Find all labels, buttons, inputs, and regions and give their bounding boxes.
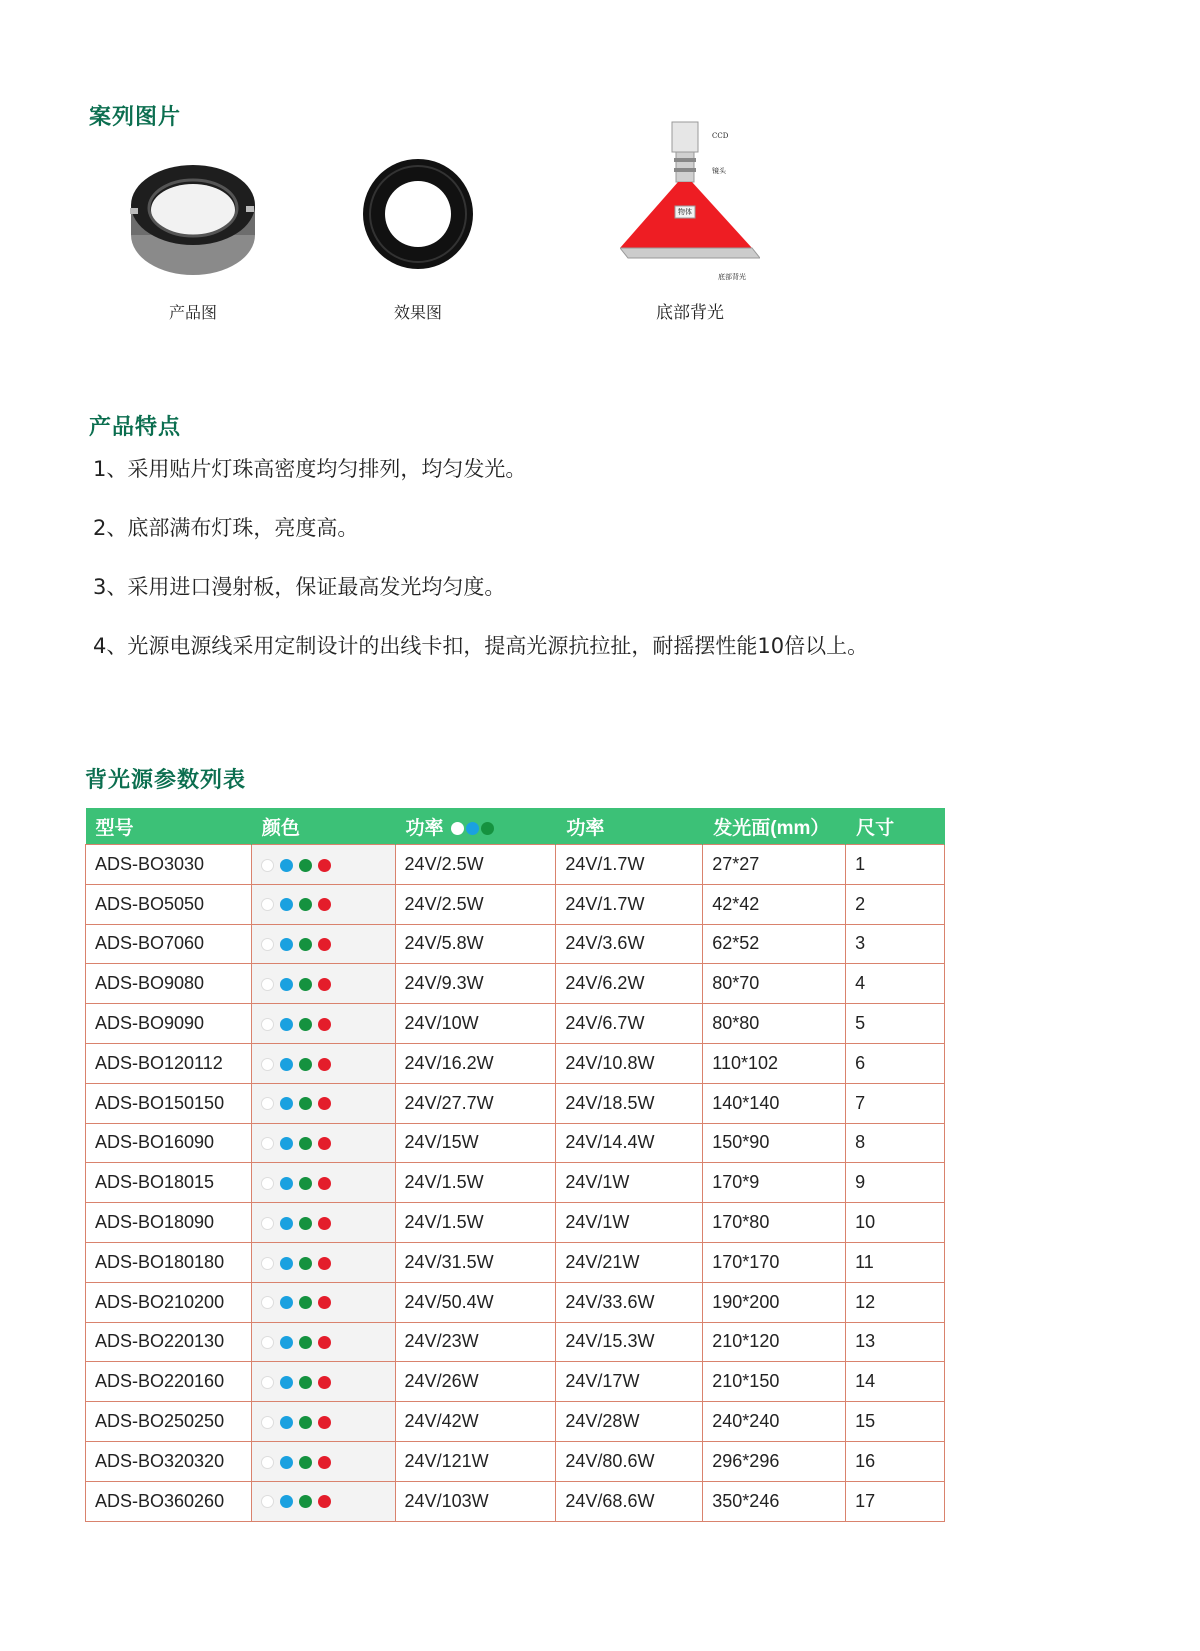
cell-power-1: 24V/16.2W [395,1043,556,1083]
table-row [86,1123,945,1163]
table-row [86,1441,945,1481]
color-dot-white-icon [261,1416,274,1429]
color-dot-white-icon [261,1495,274,1508]
cell-color [251,1362,395,1402]
cell-color [251,1441,395,1481]
cell-power-1: 24V/1.5W [395,1203,556,1243]
cell-area: 190*200 [703,1282,846,1322]
cell-power-2: 24V/10.8W [556,1043,703,1083]
cell-model: ADS-BO9080 [86,964,252,1004]
cell-power-1: 24V/26W [395,1362,556,1402]
case-effect-photo [362,158,474,270]
color-dot-green-icon [299,1177,312,1190]
cell-power-2: 24V/80.6W [556,1441,703,1481]
color-dot-white-icon [261,1177,274,1190]
color-dot-blue-icon [280,1058,293,1071]
cell-size: 6 [846,1043,945,1083]
cell-model: ADS-BO16090 [86,1123,252,1163]
params-table [85,808,945,1522]
color-dot-blue-icon [280,978,293,991]
cell-size: 12 [846,1282,945,1322]
color-dot-green-icon [299,1416,312,1429]
color-dot-white-icon [261,1257,274,1270]
bottom-backlight-diagram-icon [620,118,760,288]
table-row [86,964,945,1004]
table-row [86,845,945,885]
color-dot-red-icon [318,1018,331,1031]
color-dot-white-icon [261,1336,274,1349]
cell-power-1: 24V/2.5W [395,845,556,885]
cell-model: ADS-BO150150 [86,1083,252,1123]
cell-area: 80*80 [703,1004,846,1044]
color-dot-blue-icon [280,1336,293,1349]
header-color: 颜色 [251,808,395,845]
cell-power-1: 24V/31.5W [395,1242,556,1282]
cell-area: 296*296 [703,1441,846,1481]
cell-power-1: 24V/10W [395,1004,556,1044]
color-dot-blue-icon [280,859,293,872]
color-dot-white-icon [261,1376,274,1389]
cell-area: 140*140 [703,1083,846,1123]
color-dot-blue-icon [280,1217,293,1230]
cell-power-1: 24V/42W [395,1402,556,1442]
header-power-1-label: 功率 [405,817,444,839]
cell-color [251,924,395,964]
color-dot-blue-icon [280,1177,293,1190]
cell-color [251,1123,395,1163]
cell-model: ADS-BO220160 [86,1362,252,1402]
color-dot-red-icon [318,1296,331,1309]
cell-power-1: 24V/15W [395,1123,556,1163]
cell-color [251,1282,395,1322]
color-dot-green-icon [299,978,312,991]
cell-size: 5 [846,1004,945,1044]
header-dot-green-icon [481,822,494,835]
cell-power-2: 24V/17W [556,1362,703,1402]
color-dot-blue-icon [280,1097,293,1110]
color-dot-green-icon [299,1376,312,1389]
color-dot-white-icon [261,1097,274,1110]
cell-power-2: 24V/14.4W [556,1123,703,1163]
cell-power-2: 24V/68.6W [556,1481,703,1521]
feature-item-2: 2、底部满布灯珠，亮度高。 [93,516,359,540]
cell-power-2: 24V/3.6W [556,924,703,964]
cell-size: 16 [846,1441,945,1481]
cell-size: 3 [846,924,945,964]
cell-color [251,1242,395,1282]
header-dot-blue-icon [466,822,479,835]
color-dot-green-icon [299,1456,312,1469]
color-dot-red-icon [318,1456,331,1469]
cell-model: ADS-BO120112 [86,1043,252,1083]
cell-area: 170*80 [703,1203,846,1243]
color-dot-white-icon [261,978,274,991]
table-header-row [86,808,945,845]
cell-power-2: 24V/1W [556,1163,703,1203]
cell-area: 62*52 [703,924,846,964]
color-dot-red-icon [318,1495,331,1508]
cell-size: 14 [846,1362,945,1402]
color-dot-red-icon [318,938,331,951]
cell-area: 350*246 [703,1481,846,1521]
color-dot-white-icon [261,1456,274,1469]
cell-power-2: 24V/28W [556,1402,703,1442]
case-backlight-diagram [620,118,760,288]
feature-item-3: 3、采用进口漫射板，保证最高发光均匀度。 [93,575,506,599]
color-dot-red-icon [318,1416,331,1429]
color-dot-red-icon [318,859,331,872]
cell-power-2: 24V/6.7W [556,1004,703,1044]
table-row [86,1242,945,1282]
color-dot-green-icon [299,898,312,911]
color-dot-white-icon [261,1137,274,1150]
cell-model: ADS-BO320320 [86,1441,252,1481]
cell-power-1: 24V/5.8W [395,924,556,964]
table-row [86,924,945,964]
color-dot-green-icon [299,859,312,872]
color-dot-blue-icon [280,1376,293,1389]
color-dot-blue-icon [280,1296,293,1309]
cell-color [251,1004,395,1044]
cell-power-1: 24V/9.3W [395,964,556,1004]
color-dot-white-icon [261,898,274,911]
ccd-label: CCD [712,132,729,140]
ring-product-photo-icon [128,150,258,285]
color-dot-red-icon [318,1376,331,1389]
cell-area: 170*9 [703,1163,846,1203]
cell-model: ADS-BO3030 [86,845,252,885]
color-dot-blue-icon [280,1495,293,1508]
cell-power-1: 24V/50.4W [395,1282,556,1322]
header-model: 型号 [86,808,252,845]
color-dot-white-icon [261,1018,274,1031]
table-row [86,1481,945,1521]
case-backlight-caption: 底部背光 [656,303,724,323]
color-dot-white-icon [261,938,274,951]
cell-model: ADS-BO18090 [86,1203,252,1243]
color-dot-blue-icon [280,1257,293,1270]
cell-power-2: 24V/1.7W [556,845,703,885]
header-dot-white-icon [451,822,464,835]
ring-effect-photo-icon [362,158,474,270]
cell-area: 80*70 [703,964,846,1004]
cell-power-1: 24V/2.5W [395,884,556,924]
cell-area: 170*170 [703,1242,846,1282]
color-dot-blue-icon [280,1416,293,1429]
cell-color [251,1402,395,1442]
cell-size: 10 [846,1203,945,1243]
cell-model: ADS-BO7060 [86,924,252,964]
cell-model: ADS-BO210200 [86,1282,252,1322]
color-dot-red-icon [318,1097,331,1110]
table-row [86,1402,945,1442]
color-dot-blue-icon [280,1137,293,1150]
lens-label: 镜头 [712,167,726,175]
case-effect-caption: 效果图 [393,303,442,322]
table-row [86,1322,945,1362]
cell-area: 210*120 [703,1322,846,1362]
cell-model: ADS-BO250250 [86,1402,252,1442]
header-size: 尺寸 [846,808,945,845]
cell-power-2: 24V/33.6W [556,1282,703,1322]
cell-size: 17 [846,1481,945,1521]
color-dot-red-icon [318,1336,331,1349]
cell-size: 13 [846,1322,945,1362]
color-dot-white-icon [261,1058,274,1071]
cell-color [251,1163,395,1203]
table-row [86,1083,945,1123]
cell-power-1: 24V/121W [395,1441,556,1481]
color-dot-red-icon [318,1137,331,1150]
table-row [86,1043,945,1083]
cell-color [251,964,395,1004]
table-row [86,1282,945,1322]
cell-power-2: 24V/1.7W [556,884,703,924]
color-dot-red-icon [318,898,331,911]
cell-size: 9 [846,1163,945,1203]
cell-size: 11 [846,1242,945,1282]
cell-model: ADS-BO360260 [86,1481,252,1521]
color-dot-green-icon [299,1097,312,1110]
cell-color [251,884,395,924]
cell-area: 27*27 [703,845,846,885]
cell-color [251,845,395,885]
features-section-title: 产品特点 [89,415,182,440]
cell-model: ADS-BO180180 [86,1242,252,1282]
cell-area: 210*150 [703,1362,846,1402]
cell-area: 240*240 [703,1402,846,1442]
color-dot-green-icon [299,1336,312,1349]
cell-size: 2 [846,884,945,924]
params-section-title: 背光源参数列表 [85,768,247,793]
color-dot-blue-icon [280,898,293,911]
color-dot-blue-icon [280,938,293,951]
cell-color [251,1043,395,1083]
color-dot-red-icon [318,1177,331,1190]
header-area: 发光面(mm） [703,808,846,845]
object-label: 物体 [678,208,692,216]
color-dot-white-icon [261,1217,274,1230]
cell-power-2: 24V/15.3W [556,1322,703,1362]
color-dot-blue-icon [280,1018,293,1031]
color-dot-green-icon [299,1018,312,1031]
cell-area: 110*102 [703,1043,846,1083]
color-dot-white-icon [261,1296,274,1309]
cell-model: ADS-BO9090 [86,1004,252,1044]
cell-color [251,1481,395,1521]
color-dot-green-icon [299,938,312,951]
cell-size: 7 [846,1083,945,1123]
color-dot-green-icon [299,1257,312,1270]
color-dot-red-icon [318,1217,331,1230]
table-row [86,1163,945,1203]
table-row [86,1362,945,1402]
cell-power-2: 24V/18.5W [556,1083,703,1123]
cases-section-title: 案列图片 [89,105,182,130]
cell-power-1: 24V/1.5W [395,1163,556,1203]
cell-size: 1 [846,845,945,885]
cell-color [251,1203,395,1243]
cell-model: ADS-BO18015 [86,1163,252,1203]
case-product-photo [128,150,258,285]
table-row [86,1203,945,1243]
cell-area: 150*90 [703,1123,846,1163]
cell-power-2: 24V/1W [556,1203,703,1243]
color-dot-red-icon [318,1257,331,1270]
cell-size: 8 [846,1123,945,1163]
cell-area: 42*42 [703,884,846,924]
cell-power-2: 24V/6.2W [556,964,703,1004]
cell-color [251,1322,395,1362]
table-row [86,1004,945,1044]
cell-power-1: 24V/103W [395,1481,556,1521]
cell-power-1: 24V/27.7W [395,1083,556,1123]
header-power-2: 功率 [556,808,703,845]
color-dot-red-icon [318,978,331,991]
cell-power-2: 24V/21W [556,1242,703,1282]
case-product-caption: 产品图 [168,303,217,322]
color-dot-green-icon [299,1058,312,1071]
cell-size: 15 [846,1402,945,1442]
cell-size: 4 [846,964,945,1004]
table-row [86,884,945,924]
feature-item-1: 1、采用贴片灯珠高密度均匀排列，均匀发光。 [93,457,527,481]
color-dot-green-icon [299,1495,312,1508]
color-dot-white-icon [261,859,274,872]
cell-color [251,1083,395,1123]
color-dot-green-icon [299,1296,312,1309]
cell-model: ADS-BO220130 [86,1322,252,1362]
cell-power-1: 24V/23W [395,1322,556,1362]
color-dot-green-icon [299,1137,312,1150]
color-dot-blue-icon [280,1456,293,1469]
feature-item-4: 4、光源电源线采用定制设计的出线卡扣，提高光源抗拉扯，耐摇摆性能10倍以上。 [93,634,869,658]
header-power-1 [395,808,556,845]
color-dot-red-icon [318,1058,331,1071]
cell-model: ADS-BO5050 [86,884,252,924]
color-dot-green-icon [299,1217,312,1230]
backlight-label: 底部背光 [718,273,746,281]
